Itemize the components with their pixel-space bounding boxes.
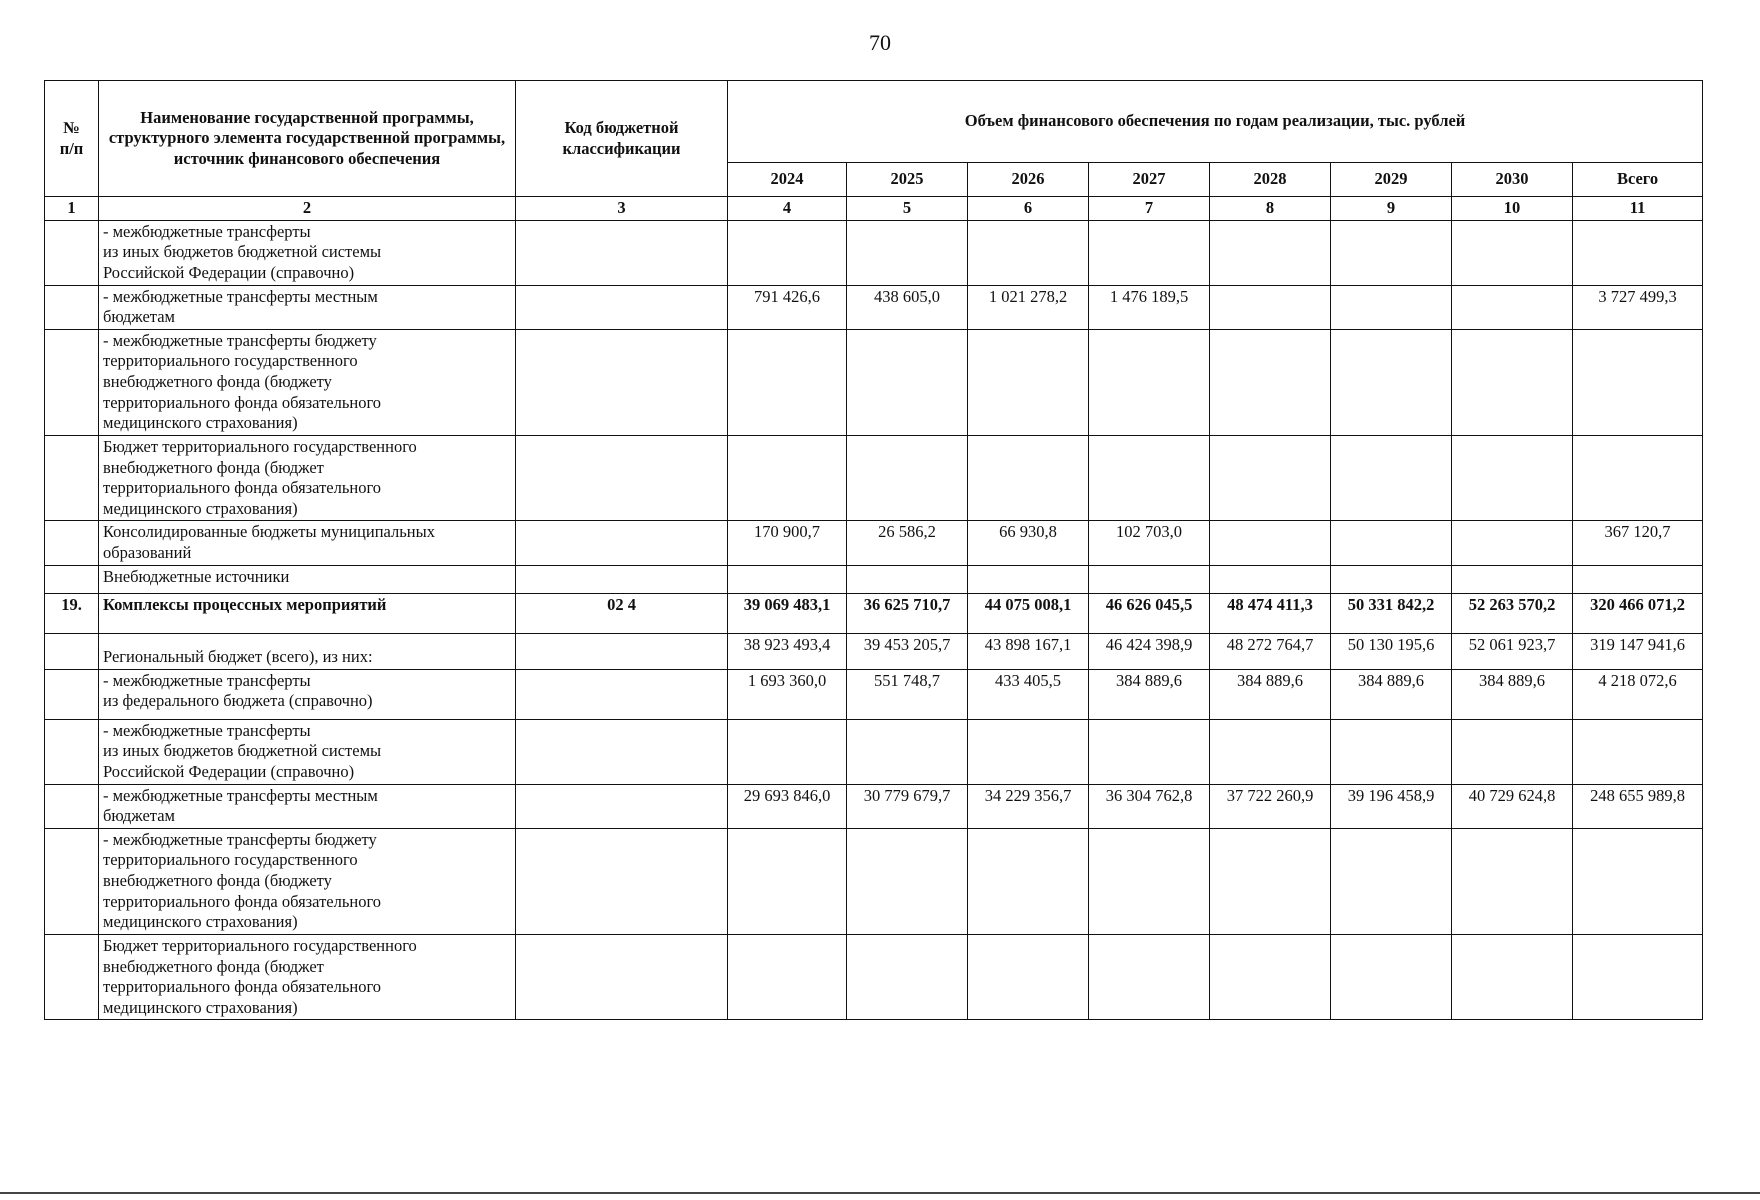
row-value: 384 889,6 <box>1210 669 1331 719</box>
row-value <box>1089 565 1210 593</box>
column-number: 8 <box>1210 197 1331 221</box>
row-value <box>968 828 1089 934</box>
row-value: 50 331 842,2 <box>1331 593 1452 633</box>
row-value: 36 625 710,7 <box>847 593 968 633</box>
row-value: 48 272 764,7 <box>1210 633 1331 669</box>
table-row <box>45 435 1703 521</box>
column-number: 11 <box>1573 197 1703 221</box>
row-value <box>1331 329 1452 435</box>
table-row <box>45 521 1703 565</box>
row-value <box>1210 329 1331 435</box>
row-value: 46 424 398,9 <box>1089 633 1210 669</box>
row-value <box>968 719 1089 784</box>
row-number <box>45 435 99 521</box>
row-value: 48 474 411,3 <box>1210 593 1331 633</box>
row-code <box>516 565 728 593</box>
row-value <box>1210 565 1331 593</box>
row-code: 02 4 <box>516 593 728 633</box>
row-name: Бюджет территориального государственного внебюджетного фонда (бюджет территориального фонда обязательного медицинского страхования) <box>99 435 516 521</box>
row-value <box>968 934 1089 1020</box>
row-value <box>1452 828 1573 934</box>
row-value <box>1573 828 1703 934</box>
row-value <box>1452 521 1573 565</box>
page-number: 70 <box>869 30 891 55</box>
row-value: 34 229 356,7 <box>968 784 1089 828</box>
column-number: 5 <box>847 197 968 221</box>
row-number: 19. <box>45 593 99 633</box>
row-number <box>45 784 99 828</box>
column-number: 10 <box>1452 197 1573 221</box>
row-value <box>847 435 968 521</box>
table-row <box>45 329 1703 435</box>
table-row <box>45 669 1703 719</box>
row-code <box>516 828 728 934</box>
row-value: 52 263 570,2 <box>1452 593 1573 633</box>
row-value: 1 693 360,0 <box>728 669 847 719</box>
row-value: 46 626 045,5 <box>1089 593 1210 633</box>
column-number: 6 <box>968 197 1089 221</box>
row-value: 433 405,5 <box>968 669 1089 719</box>
row-value <box>1452 565 1573 593</box>
row-value <box>728 828 847 934</box>
row-value <box>728 565 847 593</box>
row-number <box>45 521 99 565</box>
row-name: - межбюджетные трансферты из иных бюджетов бюджетной системы Российской Федерации (справочно) <box>99 220 516 285</box>
row-value <box>728 329 847 435</box>
row-value <box>1331 565 1452 593</box>
row-value <box>1210 435 1331 521</box>
row-value: 384 889,6 <box>1331 669 1452 719</box>
row-value: 1 476 189,5 <box>1089 285 1210 329</box>
row-value <box>1573 435 1703 521</box>
row-name: - межбюджетные трансферты из федерального бюджета (справочно) <box>99 669 516 719</box>
row-value <box>1089 934 1210 1020</box>
row-value <box>1573 220 1703 285</box>
row-value <box>1452 220 1573 285</box>
row-code <box>516 784 728 828</box>
row-number <box>45 719 99 784</box>
row-value <box>968 220 1089 285</box>
row-value: 102 703,0 <box>1089 521 1210 565</box>
row-value: 551 748,7 <box>847 669 968 719</box>
header-code: Код бюджетной классификации <box>516 81 728 197</box>
row-number <box>45 828 99 934</box>
row-value <box>1331 719 1452 784</box>
row-name: Консолидированные бюджеты муниципальных образований <box>99 521 516 565</box>
row-value: 38 923 493,4 <box>728 633 847 669</box>
row-value <box>847 329 968 435</box>
row-value: 37 722 260,9 <box>1210 784 1331 828</box>
row-value <box>1573 565 1703 593</box>
row-value <box>1210 828 1331 934</box>
header-year: 2024 <box>728 163 847 197</box>
header-year: Всего <box>1573 163 1703 197</box>
column-number: 2 <box>99 197 516 221</box>
table-row <box>45 285 1703 329</box>
header-year: 2030 <box>1452 163 1573 197</box>
header-year: 2028 <box>1210 163 1331 197</box>
row-value <box>728 719 847 784</box>
table-row <box>45 719 1703 784</box>
row-value: 248 655 989,8 <box>1573 784 1703 828</box>
row-value: 30 779 679,7 <box>847 784 968 828</box>
row-value: 3 727 499,3 <box>1573 285 1703 329</box>
row-name: - межбюджетные трансферты бюджету территориального государственного внебюджетного фонда (бюджету территориального фонда обязательного медицинского страхования) <box>99 828 516 934</box>
page-bottom-edge <box>0 1192 1760 1194</box>
row-code <box>516 220 728 285</box>
row-name: Комплексы процессных мероприятий <box>99 593 516 633</box>
row-value <box>1210 521 1331 565</box>
column-number: 4 <box>728 197 847 221</box>
row-value <box>847 934 968 1020</box>
row-code <box>516 435 728 521</box>
row-value: 44 075 008,1 <box>968 593 1089 633</box>
row-value <box>1210 719 1331 784</box>
row-code <box>516 934 728 1020</box>
row-code <box>516 633 728 669</box>
row-name: Бюджет территориального государственного внебюджетного фонда (бюджет территориального фонда обязательного медицинского страхования) <box>99 934 516 1020</box>
row-value <box>1573 329 1703 435</box>
row-number <box>45 329 99 435</box>
row-value <box>1210 285 1331 329</box>
row-name: - межбюджетные трансферты из иных бюджетов бюджетной системы Российской Федерации (справочно) <box>99 719 516 784</box>
row-number <box>45 669 99 719</box>
row-value: 1 021 278,2 <box>968 285 1089 329</box>
row-value: 26 586,2 <box>847 521 968 565</box>
row-value <box>847 565 968 593</box>
row-number <box>45 934 99 1020</box>
row-value: 319 147 941,6 <box>1573 633 1703 669</box>
row-value <box>1573 719 1703 784</box>
row-value <box>1331 285 1452 329</box>
table-row <box>45 828 1703 934</box>
row-value: 39 196 458,9 <box>1331 784 1452 828</box>
row-value <box>1452 285 1573 329</box>
row-value <box>847 828 968 934</box>
row-value <box>847 719 968 784</box>
row-value <box>1089 435 1210 521</box>
row-name: - межбюджетные трансферты местным бюджетам <box>99 784 516 828</box>
row-value <box>1452 934 1573 1020</box>
table-row <box>45 633 1703 669</box>
row-number <box>45 220 99 285</box>
table-row <box>45 784 1703 828</box>
row-code <box>516 285 728 329</box>
row-value <box>968 329 1089 435</box>
row-value: 170 900,7 <box>728 521 847 565</box>
row-value <box>1331 828 1452 934</box>
column-number: 9 <box>1331 197 1452 221</box>
row-value <box>1089 828 1210 934</box>
row-value: 791 426,6 <box>728 285 847 329</box>
row-value <box>728 435 847 521</box>
row-name: Региональный бюджет (всего), из них: <box>99 633 516 669</box>
row-value: 4 218 072,6 <box>1573 669 1703 719</box>
row-value: 39 069 483,1 <box>728 593 847 633</box>
header-year: 2027 <box>1089 163 1210 197</box>
row-value <box>1331 435 1452 521</box>
row-value <box>1089 220 1210 285</box>
row-value <box>1089 329 1210 435</box>
row-number <box>45 633 99 669</box>
row-value: 367 120,7 <box>1573 521 1703 565</box>
row-value <box>1210 220 1331 285</box>
row-value: 384 889,6 <box>1089 669 1210 719</box>
header-name: Наименование государственной программы, структурного элемента государственной программы, источник финансового обеспечения <box>99 81 516 197</box>
row-value <box>1331 220 1452 285</box>
row-number <box>45 565 99 593</box>
row-name: - межбюджетные трансферты местным бюджетам <box>99 285 516 329</box>
header-year: 2025 <box>847 163 968 197</box>
row-value <box>1573 934 1703 1020</box>
row-value: 52 061 923,7 <box>1452 633 1573 669</box>
row-name: - межбюджетные трансферты бюджету территориального государственного внебюджетного фонда (бюджету территориального фонда обязательного медицинского страхования) <box>99 329 516 435</box>
table-row <box>45 220 1703 285</box>
row-value: 40 729 624,8 <box>1452 784 1573 828</box>
row-value <box>1452 329 1573 435</box>
column-number: 1 <box>45 197 99 221</box>
budget-table <box>44 80 1703 1020</box>
header-num: № п/п <box>45 81 99 197</box>
header-volume: Объем финансового обеспечения по годам реализации, тыс. рублей <box>728 81 1703 163</box>
row-value <box>1331 521 1452 565</box>
row-value: 29 693 846,0 <box>728 784 847 828</box>
row-value <box>1089 719 1210 784</box>
header-year: 2026 <box>968 163 1089 197</box>
row-value <box>1452 719 1573 784</box>
row-value <box>968 565 1089 593</box>
row-value: 39 453 205,7 <box>847 633 968 669</box>
row-value: 43 898 167,1 <box>968 633 1089 669</box>
table-row <box>45 934 1703 1020</box>
row-value: 36 304 762,8 <box>1089 784 1210 828</box>
row-value: 384 889,6 <box>1452 669 1573 719</box>
row-value: 66 930,8 <box>968 521 1089 565</box>
row-code <box>516 719 728 784</box>
row-value <box>728 934 847 1020</box>
header-year: 2029 <box>1331 163 1452 197</box>
row-value: 320 466 071,2 <box>1573 593 1703 633</box>
row-value <box>847 220 968 285</box>
table-row <box>45 593 1703 633</box>
row-value: 438 605,0 <box>847 285 968 329</box>
row-value <box>1331 934 1452 1020</box>
table-row <box>45 565 1703 593</box>
row-code <box>516 329 728 435</box>
row-value <box>728 220 847 285</box>
row-value <box>1210 934 1331 1020</box>
row-name: Внебюджетные источники <box>99 565 516 593</box>
row-code <box>516 669 728 719</box>
row-code <box>516 521 728 565</box>
column-number: 3 <box>516 197 728 221</box>
row-value <box>1452 435 1573 521</box>
column-number: 7 <box>1089 197 1210 221</box>
row-value: 50 130 195,6 <box>1331 633 1452 669</box>
row-number <box>45 285 99 329</box>
row-value <box>968 435 1089 521</box>
